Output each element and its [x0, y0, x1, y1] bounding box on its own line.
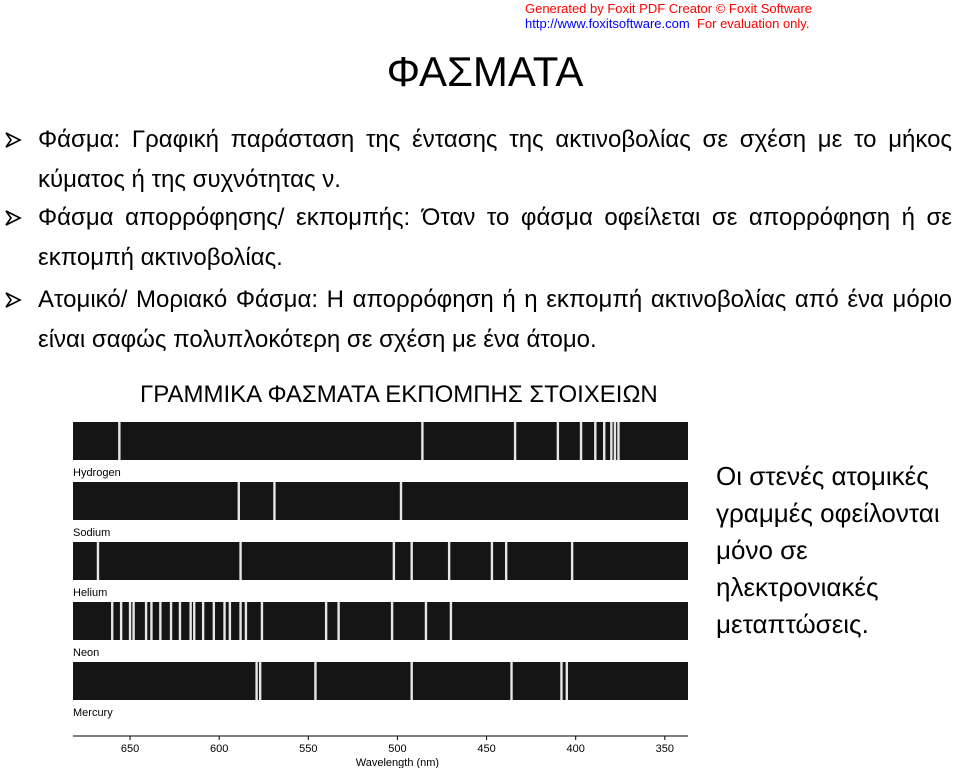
side-note: Οι στενές ατομικές γραμμές οφείλονται μόνο σε ηλεκτρονιακές μεταπτώσεις.	[716, 461, 940, 639]
bullet-text: Φάσμα: Γραφική παράσταση της έντασης της ακτινοβολίας σε σχέση με το μήκος κύματος ή της συχνότητας ν.	[38, 126, 952, 193]
emission-line	[170, 602, 172, 640]
emission-line	[610, 422, 612, 460]
emission-line	[229, 602, 231, 640]
emission-line	[159, 602, 161, 640]
element-label: Neon	[73, 647, 100, 659]
emission-line	[614, 422, 616, 460]
emission-line	[239, 602, 241, 640]
emission-line	[314, 662, 316, 700]
emission-line	[179, 602, 181, 640]
emission-line	[410, 542, 412, 580]
emission-line	[202, 602, 204, 640]
element-label: Sodium	[73, 527, 111, 539]
element-label: Helium	[73, 587, 108, 599]
emission-line	[510, 662, 512, 700]
emission-line	[557, 422, 559, 460]
bullet-atomic-molecular	[0, 280, 960, 362]
bullet-text: Φάσμα απορρόφησης/ εκπομπής: Όταν το φάσμα οφείλεται σε απορρόφηση ή σε εκπομπή ακτινοβολίας.	[38, 204, 952, 271]
emission-line	[111, 602, 113, 640]
element-label: Mercury	[73, 707, 113, 719]
emission-line	[97, 542, 99, 580]
axis-tick-label: 400	[566, 743, 585, 755]
emission-line	[150, 602, 152, 640]
emission-line	[560, 662, 562, 700]
emission-line	[594, 422, 596, 460]
emission-line	[580, 422, 582, 460]
axis-tick-label: 600	[209, 743, 229, 755]
emission-line	[391, 602, 393, 640]
axis-tick-label: 550	[299, 743, 318, 755]
bullet-absorption-emission	[0, 198, 960, 280]
emission-line	[325, 602, 327, 640]
emission-line	[239, 542, 241, 580]
spectrum-strip-neon	[73, 602, 688, 640]
emission-line	[571, 542, 573, 580]
emission-line	[132, 602, 134, 640]
emission-line	[491, 542, 493, 580]
emission-line	[337, 602, 339, 640]
emission-line	[448, 542, 450, 580]
emission-line	[566, 662, 568, 700]
element-label: Hydrogen	[73, 467, 121, 479]
arrow-bullet-icon	[4, 132, 22, 148]
emission-line	[255, 662, 257, 700]
emission-line	[514, 422, 516, 460]
spectrum-strip-sodium	[73, 482, 688, 520]
bullet-list	[0, 120, 960, 362]
axis-label: Wavelength (nm)	[355, 757, 440, 768]
spectrum-strip-helium	[73, 542, 688, 580]
spectrum-strip-mercury	[73, 662, 688, 700]
bullet-spectrum-definition	[0, 120, 960, 198]
emission-line	[145, 602, 147, 640]
axis-tick-label: 450	[477, 743, 496, 755]
watermark-url-line	[525, 16, 812, 31]
watermark-generator-text: Generated by Foxit PDF Creator © Foxit Software	[524, 1, 812, 16]
emission-line	[189, 602, 191, 640]
emission-line	[259, 662, 261, 700]
emission-line	[425, 602, 427, 640]
emission-line	[118, 422, 120, 460]
emission-line	[505, 542, 507, 580]
emission-line	[603, 422, 605, 460]
foxit-watermark	[525, 1, 812, 31]
emission-line	[617, 422, 619, 460]
watermark-url[interactable]: http://www.foxitsoftware.com	[524, 16, 690, 31]
emission-line	[238, 482, 240, 520]
emission-line	[410, 662, 412, 700]
watermark-eval: For evaluation only.	[696, 16, 810, 31]
emission-line	[245, 602, 247, 640]
axis-tick-label: 650	[120, 743, 140, 755]
bullet-text: Ατομικό/ Μοριακό Φάσμα: Η απορρόφηση ή η εκπομπή ακτινοβολίας από ένα μόριο είναι σαφώς πολυπλοκότερη σε σχέση με ένα άτομο.	[38, 286, 952, 353]
slide-title: ΦΑΣΜΑΤΑ	[386, 48, 584, 95]
arrow-bullet-icon	[4, 292, 22, 308]
emission-line	[213, 602, 215, 640]
emission-line	[450, 602, 452, 640]
emission-line	[400, 482, 402, 520]
axis-tick-label: 500	[388, 743, 407, 755]
emission-line	[273, 482, 275, 520]
emission-line	[193, 602, 195, 640]
emission-line	[129, 602, 131, 640]
emission-line	[421, 422, 423, 460]
emission-line	[393, 542, 395, 580]
figure-heading: ΓΡΑΜΜΙΚΑ ΦΑΣΜΑΤΑ ΕΚΠΟΜΠΗΣ ΣΤΟΙΧΕΙΩΝ	[140, 381, 658, 408]
emission-line	[261, 602, 263, 640]
emission-spectra-figure	[60, 418, 700, 768]
arrow-bullet-icon	[4, 210, 22, 226]
emission-line	[120, 602, 122, 640]
emission-line	[223, 602, 225, 640]
axis-tick-label: 350	[655, 743, 675, 755]
